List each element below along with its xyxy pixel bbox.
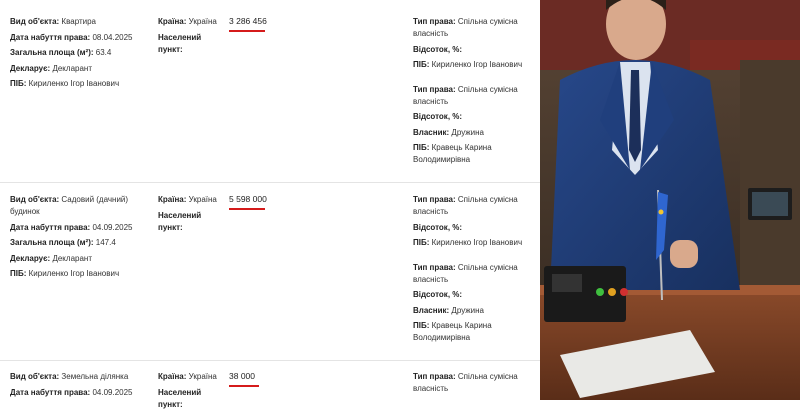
pib-label: ПІБ:	[413, 60, 430, 69]
rights-info	[413, 16, 533, 170]
declarant-value: Декларант	[52, 63, 92, 73]
area-label: Загальна площа (м²):	[10, 48, 94, 57]
rights-info	[413, 194, 533, 348]
right-type-value: Спільна сумісна власність	[413, 84, 518, 106]
price-value-box	[229, 371, 259, 387]
owner-value: Дружина	[451, 305, 484, 315]
record-divider	[0, 360, 540, 361]
monitor-right-screen	[752, 192, 788, 216]
locality-label: Населений пункт:	[158, 210, 202, 232]
red-underline	[229, 385, 259, 387]
hand	[670, 240, 698, 268]
pib-label: ПІБ:	[413, 143, 430, 152]
price-value: 38 000	[229, 371, 255, 381]
pib-label: ПІБ:	[413, 238, 430, 247]
acq-date-label: Дата набуття права:	[10, 32, 91, 42]
right-type-label: Тип права:	[413, 84, 456, 94]
flag-emblem	[659, 210, 664, 215]
price-value-box	[229, 194, 267, 210]
right-wall	[740, 60, 800, 300]
terminal-button-yellow	[608, 288, 616, 296]
pib-label: ПІБ:	[10, 269, 27, 278]
right-type-value: Спільна сумісна власність	[413, 262, 518, 284]
pib-value: Кириленко Ігор Іванович	[28, 79, 120, 88]
declarant-label: Декларує:	[10, 63, 51, 73]
photo-illustration	[540, 0, 800, 400]
right-type-label: Тип права:	[413, 195, 456, 204]
declarant-label: Декларує:	[10, 253, 51, 263]
pib-value: Кравець Карина Володимирівна	[413, 143, 492, 164]
country-label: Країна:	[158, 372, 187, 381]
right-type-value: Спільна сумісна власність	[413, 17, 518, 38]
pib-value: Кириленко Ігор Іванович	[28, 269, 120, 278]
acq-date-value: 04.09.2025	[92, 222, 133, 232]
rights-info	[413, 371, 533, 399]
pib-value: Кириленко Ігор Іванович	[431, 238, 523, 247]
percent-label: Відсоток, %:	[413, 290, 463, 299]
acq-date-value: 08.04.2025	[92, 32, 133, 42]
percent-label: Відсоток, %:	[413, 44, 463, 54]
object-type-value: Садовий (дачний) будинок	[10, 195, 129, 216]
object-type-label: Вид об'єкта:	[10, 17, 60, 26]
locality-label: Населений пункт:	[158, 32, 202, 54]
country-label: Країна:	[158, 17, 187, 26]
price-value-box	[229, 16, 267, 32]
pib-value: Кравець Карина Володимирівна	[413, 321, 492, 342]
percent-label: Відсоток, %:	[413, 112, 463, 121]
tie-area	[629, 70, 641, 162]
locality-label: Населений пункт:	[158, 387, 202, 409]
object-type-label: Вид об'єкта:	[10, 372, 60, 381]
terminal-button-red	[620, 288, 628, 296]
country-value: Україна	[188, 17, 217, 26]
right-type-label: Тип права:	[413, 262, 456, 272]
acq-date-label: Дата набуття права:	[10, 387, 91, 397]
acq-date-label: Дата набуття права:	[10, 222, 91, 232]
location-info	[158, 194, 224, 237]
pib-value: Кириленко Ігор Іванович	[431, 60, 523, 69]
object-info	[10, 194, 140, 284]
record-divider	[0, 182, 540, 183]
location-info	[158, 371, 224, 414]
owner-label: Власник:	[413, 127, 450, 137]
right-type-label: Тип права:	[413, 17, 456, 26]
object-info	[10, 371, 140, 402]
terminal-screen	[552, 274, 582, 292]
owner-value: Дружина	[451, 127, 484, 137]
country-label: Країна:	[158, 195, 187, 204]
area-label: Загальна площа (м²):	[10, 238, 94, 247]
right-type-value: Спільна сумісна власність	[413, 372, 518, 393]
right-type-label: Тип права:	[413, 372, 456, 381]
owner-label: Власник:	[413, 305, 450, 315]
person-photo	[540, 0, 800, 400]
country-value: Україна	[188, 372, 217, 381]
terminal-button-green	[596, 288, 604, 296]
acq-date-value: 04.09.2025	[92, 387, 133, 397]
area-value: 63.4	[95, 48, 112, 57]
object-type-label: Вид об'єкта:	[10, 195, 60, 204]
object-info	[10, 16, 140, 94]
pib-label: ПІБ:	[10, 79, 27, 88]
object-type-value: Земельна ділянка	[61, 372, 129, 381]
price-value: 5 598 000	[229, 194, 267, 204]
red-underline	[229, 30, 265, 32]
pib-label: ПІБ:	[413, 321, 430, 330]
declarant-value: Декларант	[52, 253, 92, 263]
price-value: 3 286 456	[229, 16, 267, 26]
area-value: 147.4	[95, 238, 116, 247]
percent-label: Відсоток, %:	[413, 222, 463, 232]
red-underline	[229, 208, 265, 210]
object-type-value: Квартира	[61, 17, 96, 26]
right-type-value: Спільна сумісна власність	[413, 195, 518, 216]
location-info	[158, 16, 224, 59]
country-value: Україна	[188, 195, 217, 204]
